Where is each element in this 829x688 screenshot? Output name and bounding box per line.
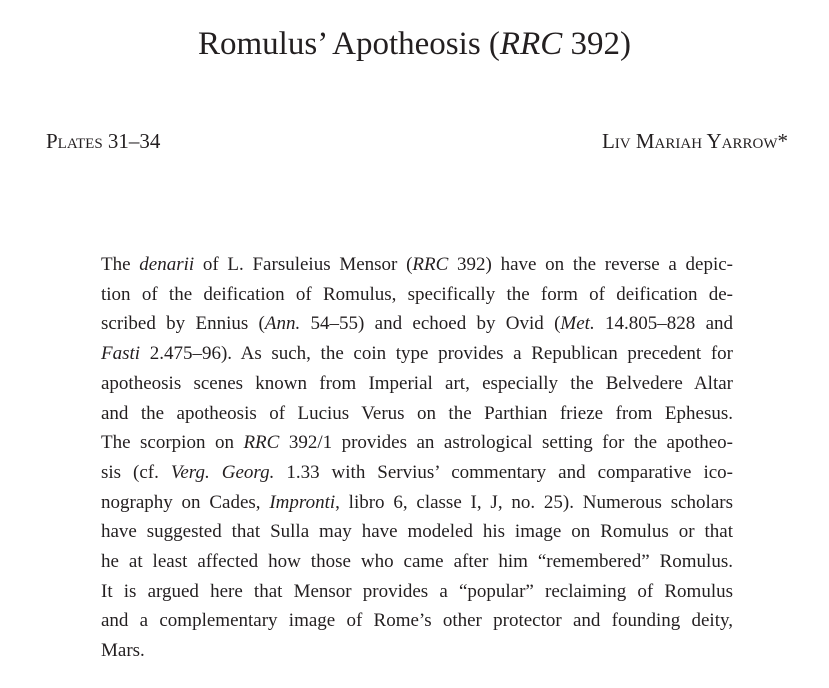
abstract-line: he at least affected how those who came after him “remembered” Romulus. <box>101 551 733 573</box>
italic-term: RRC <box>412 254 449 275</box>
title-suffix: 392) <box>562 26 631 62</box>
text-run: 14.805–828 and <box>594 313 733 335</box>
article-title <box>0 22 829 66</box>
abstract-line <box>101 428 733 458</box>
plates-reference: Plates 31–34 <box>46 129 161 153</box>
text-run: of L. Farsuleius Mensor ( <box>194 254 413 275</box>
italic-term: Ann. <box>264 313 301 335</box>
italic-term: Fasti <box>101 343 141 365</box>
abstract-paragraph <box>101 250 733 666</box>
abstract-line: and a complementary image of Rome’s other protector and founding deity, <box>101 610 733 632</box>
article-meta <box>46 126 788 156</box>
abstract-line: have suggested that Sulla may have modeled his image on Romulus or that <box>101 521 733 543</box>
italic-term: RRC <box>243 432 280 454</box>
title-prefix: Romulus’ Apotheosis ( <box>198 26 500 62</box>
text-run: nography on Cades, <box>101 491 270 513</box>
abstract-line <box>101 339 733 369</box>
abstract-line: tion of the deification of Romulus, specifically the form of deification de- <box>101 283 733 305</box>
text-run: The scorpion on <box>101 432 244 454</box>
italic-term: Verg. Georg. <box>170 461 275 483</box>
italic-term: denarii <box>139 254 195 275</box>
text-run: 392) have on the reverse a depic- <box>448 254 733 275</box>
abstract-line: Mars. <box>101 640 145 662</box>
text-run: The <box>101 254 140 275</box>
text-run: sis (cf. <box>101 461 171 483</box>
text-run: 2.475–96). As such, the coin type provides a Republican precedent for <box>140 343 733 365</box>
text-run: 1.33 with Servius’ commentary and comparative ico- <box>274 461 733 483</box>
abstract-line: and the apotheosis of Lucius Verus on the Parthian frieze from Ephesus. <box>101 402 733 424</box>
abstract-line <box>101 458 733 488</box>
text-run: 392/1 provides an astrological setting for the apotheo- <box>279 432 733 454</box>
abstract-line: It is argued here that Mensor provides a “popular” reclaiming of Romulus <box>101 580 733 602</box>
abstract-line <box>101 488 733 518</box>
text-run: 54–55) and echoed by Ovid ( <box>300 313 561 335</box>
text-run: scribed by Ennius ( <box>101 313 265 335</box>
abstract-line: apotheosis scenes known from Imperial art, especially the Belvedere Altar <box>101 372 733 394</box>
abstract-line <box>101 250 733 280</box>
italic-term: Met. <box>560 313 595 335</box>
abstract-line <box>101 309 733 339</box>
title-italic-rrc: RRC <box>499 26 563 62</box>
author-name: Liv Mariah Yarrow* <box>601 129 788 153</box>
text-run: , libro 6, classe I, J, no. 25). Numerous scholars <box>335 491 733 513</box>
italic-term: Impronti <box>269 491 336 513</box>
